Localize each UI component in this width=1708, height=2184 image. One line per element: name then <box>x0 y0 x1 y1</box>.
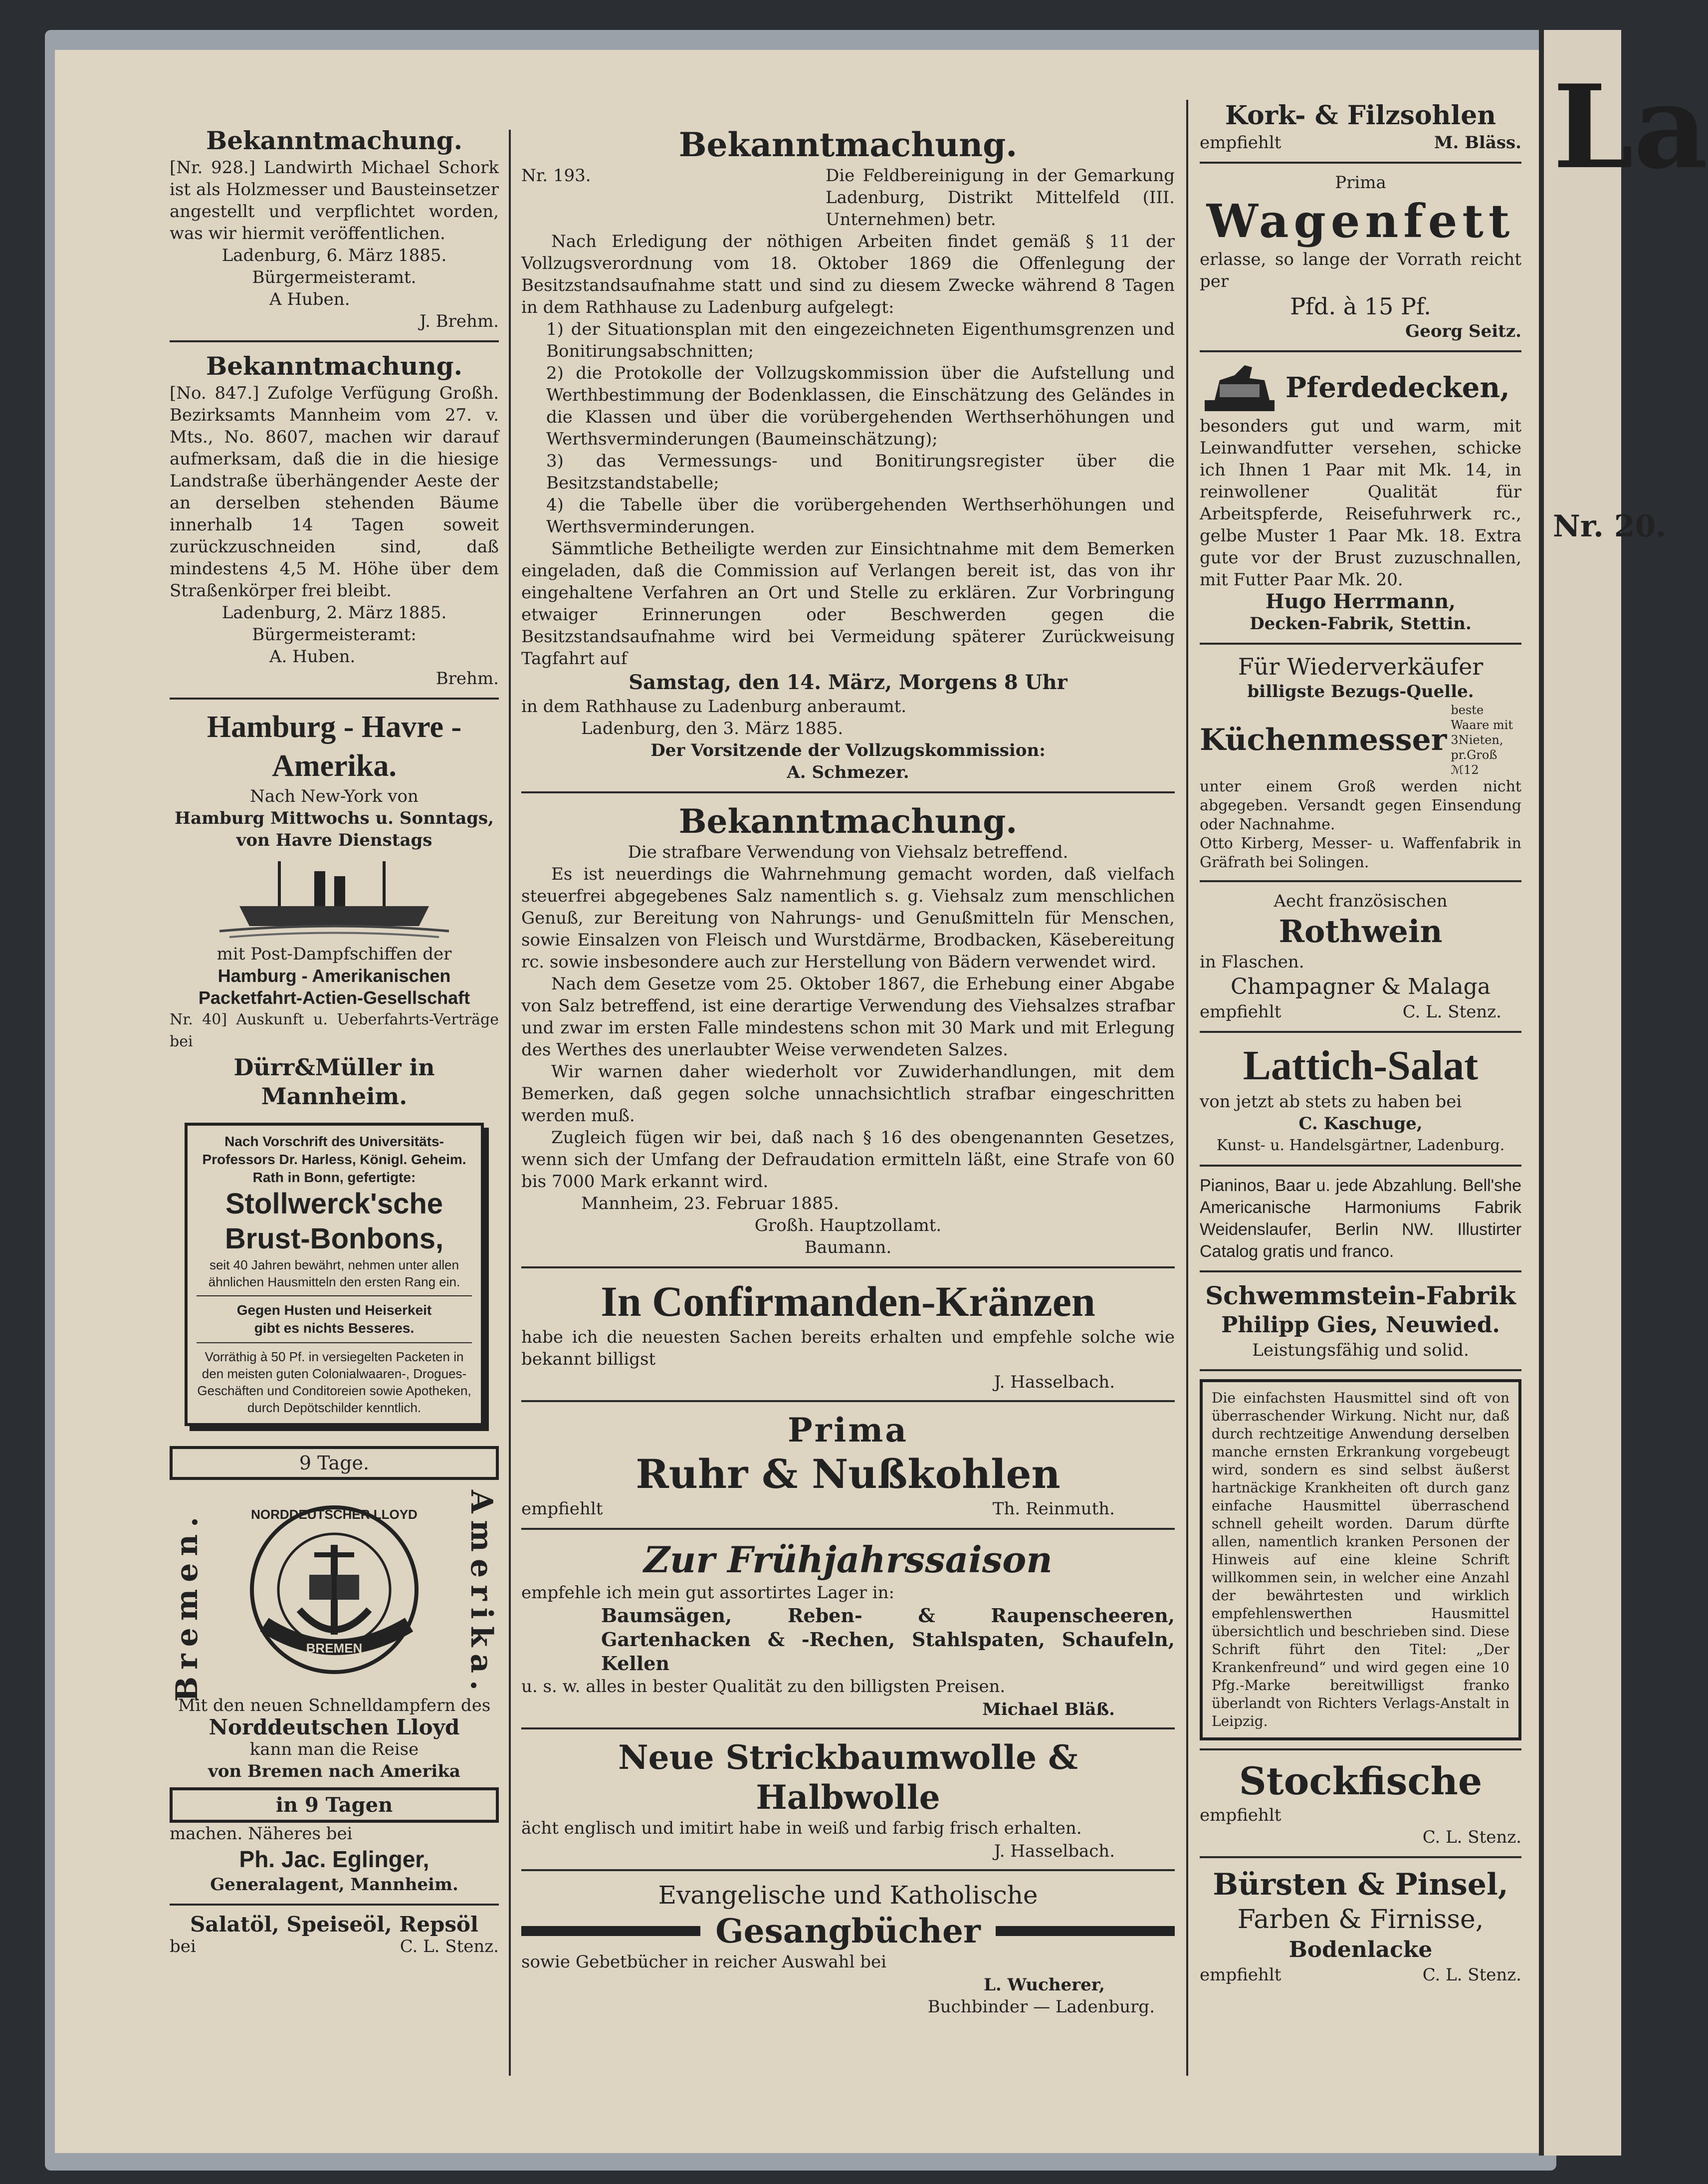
fish-seller: C. L. Stenz. <box>1422 1827 1521 1847</box>
ad-norddeutscher-lloyd <box>170 1446 499 1896</box>
divider <box>1200 350 1521 352</box>
steamship-icon <box>170 851 499 941</box>
ad-red-wine <box>1200 890 1521 1023</box>
stollwerck-intro: Nach Vorschrift des Universitäts-Professors Dr. Harless, Königl. Geheim. Rath in Bonn, gefertigte: <box>202 1134 466 1185</box>
notice-office: Bürgermeisteramt. <box>252 267 417 287</box>
notice-signer: A. Schmezer. <box>787 762 909 782</box>
notice-signer: A. Huben. <box>269 647 356 667</box>
notice-feldbereinigung <box>521 125 1175 783</box>
spring-tail: u. s. w. alles in bester Qualität zu den billigsten Preisen. <box>521 1677 1006 1697</box>
brushes-seller: C. L. Stenz. <box>1422 1965 1521 1985</box>
notice-signer: Brehm. <box>435 669 499 689</box>
knives-title: Küchenmesser <box>1200 723 1447 757</box>
lloyd-days-top: 9 Tage. <box>170 1446 499 1480</box>
notice-signer: Baumann. <box>804 1237 892 1257</box>
oil-bei: bei <box>170 1937 196 1956</box>
grease-body: erlasse, so lange der Vorrath reicht per <box>1200 249 1521 291</box>
notice-place-date: Ladenburg, 2. März 1885. <box>221 603 447 623</box>
ad-home-remedies <box>1200 1379 1521 1740</box>
notice-body: [No. 847.] Zufolge Verfügung Großh. Bezirksamts Mannheim vom 27. v. Mts., No. 8607, machen wir darauf aufmerksam, daß die in die hiesige Landstraße überhängender Aeste der an derselben stehenden Bäume innerhalb 14 Tagen soweit zurückzuschneiden sind, daß mindestens 4,5 M. Höhe über dem Straßenkörper frei bleibt. <box>170 383 499 601</box>
knives-head: Für Wiederverkäufer <box>1238 653 1484 680</box>
hymn-bar-right <box>996 1926 1175 1936</box>
notice-place-date: Ladenburg, den 3. März 1885. <box>581 719 844 738</box>
hymn-line: Evangelische und Katholische <box>658 1881 1038 1910</box>
divider <box>521 791 1175 793</box>
knives-seller: Otto Kirberg, Messer- u. Waffenfabrik in Gräfrath bei Solingen. <box>1200 835 1521 871</box>
piano-body: Pianinos, Baar u. jede Abzahlung. Bell'she Americanische Harmoniums Fabrik Weidenslaufer, Berlin NW. Illustirter Catalog gratis und franco. <box>1200 1176 1521 1261</box>
ad-stockfish <box>1200 1758 1521 1848</box>
notice-number: Nr. 193. <box>521 166 591 186</box>
lloyd-line: kann man die Reise <box>249 1739 419 1759</box>
coal-signer: Th. Reinmuth. <box>992 1499 1115 1519</box>
coal-prima: Prima <box>787 1411 909 1450</box>
pumice-name: Philipp Gies, Neuwied. <box>1221 1312 1500 1338</box>
divider <box>521 1400 1175 1402</box>
notice-date-line: Samstag, den 14. März, Morgens 8 Uhr <box>629 671 1068 694</box>
column-rule-right <box>1186 100 1188 2076</box>
right-column <box>1200 100 1521 1986</box>
wine-title: Rothwein <box>1279 913 1443 950</box>
notice-signer: J. Brehm. <box>420 311 499 331</box>
lloyd-agent: Ph. Jac. Eglinger, <box>239 1846 429 1872</box>
lloyd-seal-bottom: BREMEN <box>306 1641 363 1656</box>
notice-title: Bekanntmachung. <box>206 126 463 155</box>
stollwerck-best: gibt es nichts Besseres. <box>254 1320 415 1336</box>
notice-item: 3) das Vermessungs- und Bonitirungsregister über die Besitzstandstabelle; <box>546 451 1175 493</box>
brushes-line: Farben & Firnisse, <box>1237 1905 1484 1935</box>
hapag-agent: Dürr&Müller in Mannheim. <box>233 1054 435 1110</box>
hapag-line: Nr. 40] Auskunft u. Ueberfahrts-Verträge bei <box>170 1011 499 1050</box>
wine-recommend: empfiehlt <box>1200 1002 1281 1022</box>
divider <box>1200 1856 1521 1858</box>
grease-prima: Prima <box>1335 173 1386 193</box>
divider <box>170 1904 499 1906</box>
notice-item: 1) der Situationsplan mit den eingezeichneten Eigenthumsgrenzen und Bonitirungsabschnitten; <box>546 319 1175 361</box>
brushes-line: Bodenlacke <box>1288 1937 1433 1962</box>
notice-paragraph: Zugleich fügen wir bei, daß nach § 16 des obengenannten Gesetzes, wenn sich der Umfang der Defraudation ermitteln läßt, eine Strafe von 60 bis 7000 Mark erkannt wird. <box>521 1128 1175 1192</box>
lloyd-line: von Bremen nach Amerika <box>208 1761 460 1781</box>
ad-stollwerck <box>185 1123 484 1426</box>
horse-body: besonders gut und warm, mit Leinwandfutter versehen, schicke ich Ihnen 1 Paar mit Mk. 14, in reinwollener Qualität für Arbeitspferde, Reisefuhrwerk rc., gelbe Muster 1 Paar Mk. 18. Extra gute vor der Brust zuzuschnallen, mit Futter Paar Mk. 20. <box>1200 416 1521 590</box>
notice-place-date: Mannheim, 23. Februar 1885. <box>581 1194 839 1213</box>
notice-paragraph: Wir warnen daher wiederholt vor Zuwiderhandlungen, mit dem Bemerken, daß gegen solche unnachsichtlich strafbar eingeschritten werden muß. <box>521 1062 1175 1126</box>
horse-seller: Hugo Herrmann, <box>1265 590 1456 613</box>
spring-items: Baumsägen, Reben- & Raupenscheeren, Gartenhacken & -Rechen, Stahlspaten, Schaufeln, Kellen <box>601 1604 1175 1675</box>
divider <box>1200 643 1521 645</box>
divider <box>521 1528 1175 1530</box>
divider <box>1200 1748 1521 1750</box>
stollwerck-sale: Vorräthig à 50 Pf. in versiegelten Packeten in den meisten guten Colonialwaaren-, Drogues-Geschäften und Conditoreien sowie Apotheken, durch Depötschilder kenntlich. <box>197 1349 471 1415</box>
hymn-title: Gesangbücher <box>715 1912 981 1950</box>
ad-lettuce <box>1200 1041 1521 1157</box>
grease-price: Pfd. à 15 Pf. <box>1290 293 1431 320</box>
ad-pumice <box>1200 1280 1521 1361</box>
notice-item: 4) die Tabelle über die vorübergehenden Werthserhöhungen und Werthsverminderungen. <box>546 495 1175 537</box>
divider <box>521 1869 1175 1871</box>
notice-title: Bekanntmachung. <box>206 351 463 381</box>
ad-grease <box>1200 172 1521 342</box>
lloyd-line: Mit den neuen Schnelldampfern des <box>178 1696 491 1715</box>
lloyd-right-vertical: Amerika. <box>464 1490 499 1698</box>
notice-title: Bekanntmachung. <box>678 125 1018 164</box>
brushes-title: Bürsten & Pinsel, <box>1213 1867 1508 1902</box>
horse-icon <box>1200 360 1280 415</box>
notice-trees <box>170 350 499 690</box>
divider <box>1200 880 1521 882</box>
lettuce-seller-title: Kunst- u. Handelsgärtner, Ladenburg. <box>1216 1137 1505 1154</box>
notice-paragraph: Nach dem Gesetze vom 25. Oktober 1867, die Erhebung einer Abgabe von Salz betreffend, ist eine derartige Verwendung des Viehsalzes strafbar und zwar im ersten Falle mindestens schon mit 30 Mark und mit Erlegung des Werthes des unerlaubter Weise verwendeten Salzes. <box>521 974 1175 1060</box>
notice-place-date: Ladenburg, 6. März 1885. <box>221 245 447 265</box>
hapag-title: Hamburg - Havre - Amerika. <box>207 710 462 783</box>
lloyd-line: Norddeutschen Lloyd <box>209 1715 460 1739</box>
hapag-line: Nach New-York von <box>250 786 419 806</box>
cork-recommend: empfiehlt <box>1200 133 1281 153</box>
hymn-bar-left <box>521 1926 700 1936</box>
notice-chair: Der Vorsitzende der Vollzugskommission: <box>650 740 1046 760</box>
oil-title: Salatöl, Speiseöl, Repsöl <box>190 1912 478 1937</box>
notice-body: [Nr. 928.] Landwirth Michael Schork ist als Holzmesser und Bausteinsetzer angestellt und verpflichtet worden, was wir hiermit veröffentlichen. <box>170 158 499 243</box>
grease-title: Wagenfett <box>1206 194 1515 248</box>
spring-signer: Michael Bläß. <box>982 1699 1115 1719</box>
hapag-line: mit Post-Dampfschiffen der <box>216 944 452 964</box>
confirm-signer: J. Hasselbach. <box>994 1372 1115 1392</box>
next-page-strip <box>1539 30 1708 2156</box>
left-column <box>170 125 499 1957</box>
hymn-signer-title: Buchbinder — Ladenburg. <box>927 1997 1155 2017</box>
wool-body: ächt englisch und imitirt habe in weiß und farbig frisch erhalten. <box>521 1818 1082 1838</box>
knives-side: beste Waare mit 3Nieten, pr.Groß ℳ12 <box>1451 703 1513 777</box>
pumice-slogan: Leistungsfähig und solid. <box>1252 1340 1469 1360</box>
ad-kitchen-knives <box>1200 653 1521 872</box>
divider <box>1200 162 1521 164</box>
notice-subject: Die Feldbereinigung in der Gemarkung Ladenburg, Distrikt Mittelfeld (III. Unternehmen) betr. <box>826 166 1175 230</box>
divider <box>1200 1031 1521 1033</box>
stollwerck-use: Gegen Husten und Heiserkeit <box>236 1302 432 1318</box>
knives-body: unter einem Groß werden nicht abgegeben. Versandt gegen Einsendung oder Nachnahme. <box>1200 778 1521 833</box>
brushes-recommend: empfiehlt <box>1200 1965 1281 1985</box>
oil-seller: C. L. Stenz. <box>400 1937 499 1956</box>
hymn-signer: L. Wucherer, <box>984 1975 1105 1995</box>
ad-horse-blankets <box>1200 360 1521 635</box>
hapag-line: Hamburg - Amerikanischen <box>217 966 451 986</box>
ad-brushes <box>1200 1866 1521 1986</box>
stollwerck-name: Brust-Bonbons, <box>224 1222 444 1255</box>
wine-line: Aecht französischen <box>1274 891 1448 911</box>
divider <box>170 340 499 342</box>
stollwerck-name: Stollwerck'sche <box>225 1188 443 1220</box>
ad-pianos <box>1200 1175 1521 1262</box>
next-page-big-letter: La <box>1553 60 1708 195</box>
ad-coal <box>521 1410 1175 1520</box>
confirm-body: habe ich die neuesten Sachen bereits erhalten und empfehle solche wie bekannt billigst <box>521 1327 1175 1369</box>
lettuce-title: Lattich-Salat <box>1243 1042 1479 1089</box>
spring-intro: empfehle ich mein gut assortirtes Lager in: <box>521 1583 894 1603</box>
notice-schork <box>170 125 499 332</box>
divider <box>1200 1270 1521 1272</box>
wine-line: in Flaschen. <box>1200 952 1304 972</box>
fish-recommend: empfiehlt <box>1200 1805 1281 1825</box>
wool-title: Neue Strickbaumwolle & Halbwolle <box>618 1738 1078 1817</box>
ad-hapag <box>170 708 499 1111</box>
ad-spring-season <box>521 1538 1175 1719</box>
cork-title: Kork- & Filzsohlen <box>1225 100 1496 131</box>
ad-cork <box>1200 100 1521 154</box>
pumice-title: Schwemmstein-Fabrik <box>1205 1281 1516 1310</box>
hapag-line: Packetfahrt-Actien-Gesellschaft <box>198 987 470 1008</box>
notice-office: Bürgermeisteramt: <box>252 625 417 645</box>
knives-sub: billigste Bezugs-Quelle. <box>1247 682 1474 702</box>
cork-seller: M. Bläss. <box>1434 133 1521 153</box>
notice-viehsalz <box>521 801 1175 1258</box>
hymn-body: sowie Gebetbücher in reicher Auswahl bei <box>521 1952 886 1972</box>
notice-place-line: in dem Rathhause zu Ladenburg anberaumt. <box>521 697 907 717</box>
lloyd-line: machen. Näheres bei <box>170 1824 353 1844</box>
divider <box>1200 1165 1521 1167</box>
notice-subject: Die strafbare Verwendung von Viehsalz betreffend. <box>628 842 1068 862</box>
divider <box>1200 1369 1521 1371</box>
divider <box>197 1295 472 1296</box>
next-page-number: Nr. 20. <box>1553 509 1667 544</box>
ad-wool <box>521 1737 1175 1861</box>
lettuce-seller: C. Kaschuge, <box>1298 1114 1423 1134</box>
coal-title: Ruhr & Nußkohlen <box>636 1451 1061 1497</box>
wine-line: Champagner & Malaga <box>1230 974 1491 999</box>
notice-office: Großh. Hauptzollamt. <box>754 1215 942 1235</box>
lettuce-body: von jetzt ab stets zu haben bei <box>1200 1092 1462 1112</box>
hapag-line: Hamburg Mittwochs u. Sonntags, <box>174 808 494 828</box>
lloyd-agent-title: Generalagent, Mannheim. <box>210 1875 458 1895</box>
notice-item: 2) die Protokolle der Vollzugskommission über die Aufstellung und Werthbestimmung der Bodenklassen, die Einschätzung des Geländes in die Klassen und über die vorübergehenden Werthserhöhungen und Werthsverminderungen (Baumeinschätzung); <box>546 363 1175 449</box>
divider <box>197 1342 472 1343</box>
fish-title: Stockfische <box>1239 1759 1483 1803</box>
middle-column <box>521 125 1175 2019</box>
ad-confirmanden <box>521 1276 1175 1392</box>
column-rule-left <box>509 130 511 2076</box>
stollwerck-claim: seit 40 Jahren bewährt, nehmen unter allen ähnlichen Hausmitteln den ersten Rang ein. <box>208 1257 460 1289</box>
coal-recommend: empfiehlt <box>521 1499 603 1519</box>
notice-body: Nach Erledigung der nöthigen Arbeiten findet gemäß § 11 der Vollzugsverordnung vom 18. Oktober 1869 die Offenlegung der Besitzstandsaufnahme statt und sind zu diesem Zwecke während 8 Tagen in dem Rathhause zu Ladenburg aufgelegt: <box>521 232 1175 317</box>
lloyd-left-vertical: Bremen. <box>170 1510 205 1702</box>
confirm-title: In Confirmanden-Kränzen <box>601 1277 1095 1325</box>
wine-seller: C. L. Stenz. <box>1402 1002 1501 1022</box>
divider <box>521 1266 1175 1268</box>
notice-signer: A Huben. <box>269 289 350 309</box>
wool-signer: J. Hasselbach. <box>994 1841 1115 1861</box>
spring-title: Zur Frühjahrssaison <box>643 1538 1053 1581</box>
divider <box>521 1727 1175 1729</box>
grease-seller: Georg Seitz. <box>1405 321 1521 341</box>
hapag-line: von Havre Dienstags <box>236 830 432 850</box>
ad-hymnbooks <box>521 1879 1175 2017</box>
notice-paragraph: Es ist neuerdings die Wahrnehmung gemacht worden, daß vielfach steuerfrei abgegebenes Salz namentlich s. g. Viehsalz zum menschlichen Genuß, zur Bereitung von Nahrungs- und Genußmitteln für Menschen, sowie Einsalzen von Fleisch und Wurstdärme, Brodbacken, Käsebereitung rc. sowie insbesondere auch zur Herstellung von Bädern verwendet wird. <box>521 864 1175 972</box>
horse-title: Pferdedecken, <box>1285 371 1510 404</box>
divider <box>170 698 499 700</box>
ad-oil <box>170 1914 499 1957</box>
notice-body: Sämmtliche Betheiligte werden zur Einsichtnahme mit dem Bemerken eingeladen, daß die Commission auf Verlangen bereit ist, das von ihr eingehaltene Verfahren an Ort und Stelle zu erklären. Zur Vorbringung etwaiger Erinnerungen oder Beschwerden gegen die Besitzstandsaufnahme wird bei Vermeidung späterer Zurückweisung Tagfahrt auf <box>521 539 1175 669</box>
lloyd-seal-top: NORDDEUTSCHER LLOYD <box>251 1507 418 1522</box>
notice-title: Bekanntmachung. <box>678 802 1018 841</box>
remedy-body: Die einfachsten Hausmittel sind oft von überraschender Wirkung. Nicht nur, daß durch rechtzeitige Anwendung derselben manche ernsten Erkrankung vorgebeugt wird, sondern es sind selbst äußerst hartnäckige Krankheiten oft durch ganz einfache Hausmittel überraschend schnell geheilt worden. Darum dürfte allen, namentlich kranken Personen der Hinweis auf eine kleine Schrift willkommen sein, in welcher eine Anzahl der bewährtesten und wirklich empfehlenswerthen Hausmittel übersichtlich und beschrieben sind. Diese Schrift führt den Titel: „Der Krankenfreund“ und wird gegen eine 10 Pfg.-Marke bereitwilligst franko überlandt von Richters Verlags-Anstalt in Leipzig. <box>1212 1390 1509 1729</box>
lloyd-days-bottom: in 9 Tagen <box>170 1787 499 1823</box>
horse-seller-title: Decken-Fabrik, Stettin. <box>1250 614 1472 634</box>
